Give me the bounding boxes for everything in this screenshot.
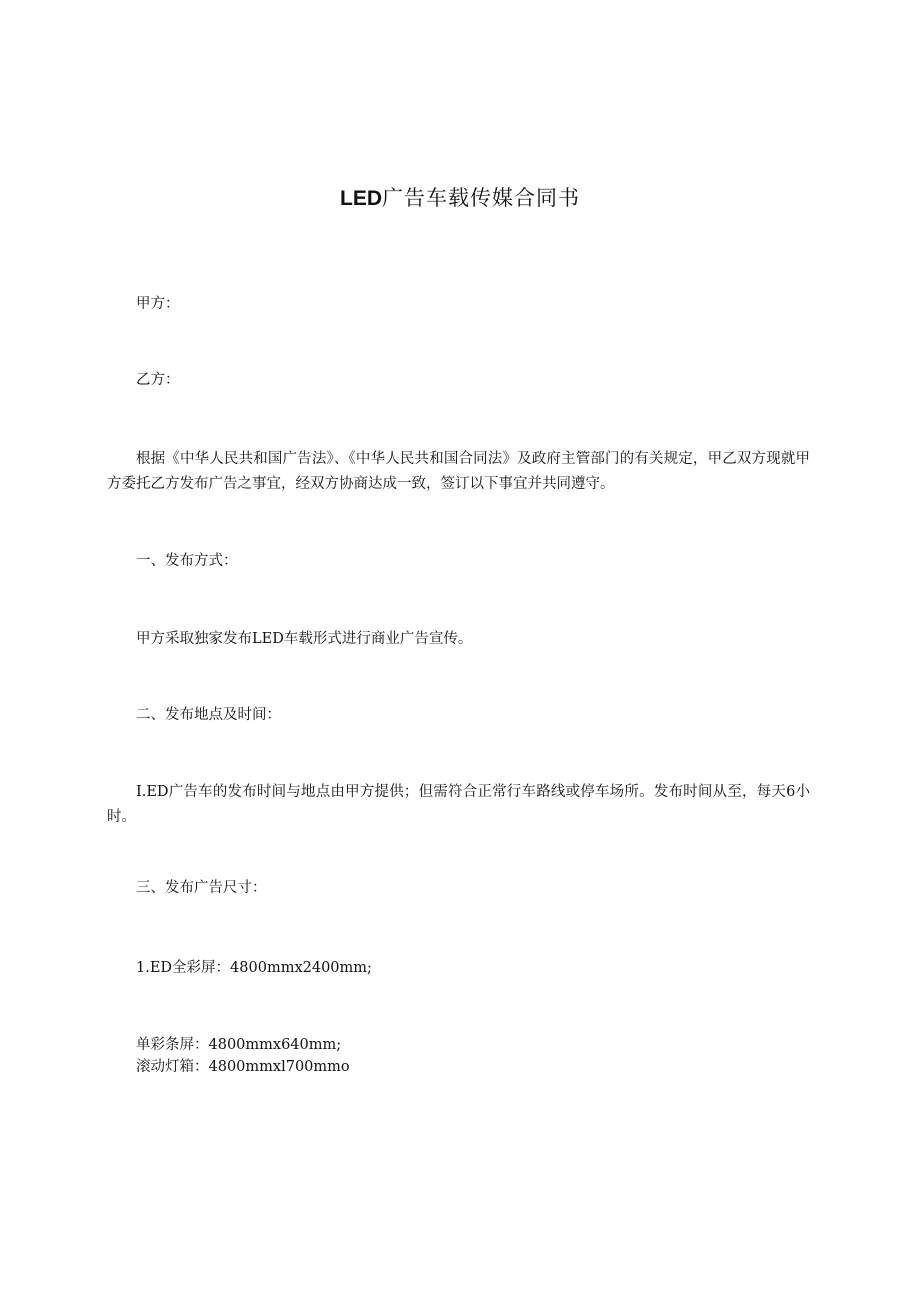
section-3-item-scrolling-lightbox: 滚动灯箱：4800mmxl700mmo	[136, 1059, 350, 1075]
section-2-body: I.ED广告车的发布时间与地点由甲方提供；但需符合正常行车路线或停车场所。发布时间从至，每天6小时。	[107, 784, 810, 825]
party-b-label: 乙方：	[136, 372, 180, 388]
title-latin: LED	[340, 187, 382, 210]
section-3-heading: 三、发布广告尺寸：	[136, 880, 267, 896]
preamble-paragraph: 根据《中华人民共和国广告法》、《中华人民共和国合同法》及政府主管部门的有关规定，甲乙双方现就甲方委托乙方发布广告之事宜，经双方协商达成一致，签订以下事宜并共同遵守。	[107, 451, 810, 492]
section-3-item-full-color-screen: 1.ED全彩屏：4800mmx2400mm;	[136, 960, 372, 976]
section-3-item-mono-strip-screen: 单彩条屏：4800mmx640mm;	[136, 1037, 342, 1053]
section-1-heading: 一、发布方式：	[136, 553, 238, 569]
title-chinese: 广告车载传媒合同书	[382, 186, 580, 210]
section-1-body: 甲方采取独家发布LED车载形式进行商业广告宣传。	[136, 631, 473, 647]
section-2-heading: 二、发布地点及时间：	[136, 707, 281, 723]
document-title	[0, 184, 920, 213]
party-a-label: 甲方：	[136, 296, 180, 312]
